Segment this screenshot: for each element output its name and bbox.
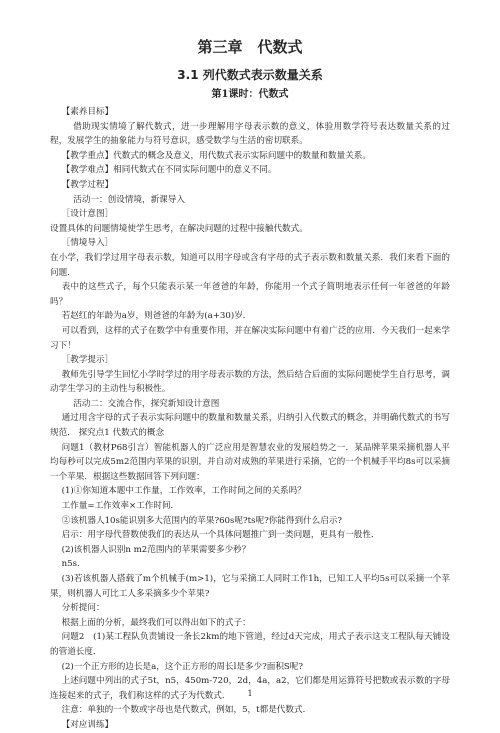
activity-two: 活动二：交流合作，探究新知设计意图 (73, 398, 220, 409)
heading-practice: 【对应训练】 (61, 719, 114, 730)
paragraph-scenario-4: 可以看到，这样的式子在数学中有重要作用，并在解决实际问题中有着广泛的应用．今天我们一起来学习下！ (50, 325, 450, 351)
activity-one: 活动一：创设情境，新课导入 (73, 194, 185, 205)
problem-2-q2: (2)一个正方形的边长是a，这个正方形的周长l是多少?面积S呢? (61, 661, 304, 672)
paragraph-scenario-3: 若赵红的年龄为a岁，则爸爸的年龄为(a+30)岁． (61, 311, 252, 322)
paragraph-design-intent: 设置具体的问题情境使学生思考，在解决问题的过程中接触代数式。 (50, 223, 308, 234)
document-body (50, 105, 450, 733)
problem-1-q1-part2: ②该机器人10s能识别多大范围内的苹果?60s呢?ts呢?你能得到什么启示? (61, 515, 343, 526)
heading-objectives: 【素养目标】 (61, 107, 114, 117)
note-paragraph: 注意：单独的一个数或字母也是代数式，例如，5，t都是代数式． (61, 705, 312, 716)
heading-difficulties: 【教学难点】相同代数式在不同实际问题中的意义不同。 (61, 165, 277, 176)
scenario-intro-label: ［情境导入］ (61, 238, 114, 249)
paragraph-scenario-2: 表中的这些式子，每个只能表示某一年爸爸的年龄，你能用一个式子简明地表示任何一年爸爸的年龄吗？ (50, 282, 450, 307)
problem-1-q1: (1)①你知道本题中工作量，工作效率，工作时间之间的关系吗？ (61, 486, 306, 497)
problem-1-insight: 启示：用字母代替数使我们的表达从一个具体问题推广到一类问题，更具有一般性． (61, 530, 380, 541)
problem-1: 问题1（教材P68引言）智能机器人的广泛应用是智慧农业的发展趋势之一．某品牌苹果采摘机器人平均每秒可以完成5m2范围内苹果的识别，并自动对成熟的苹果进行采摘，它的一个机械手平均8s可以采摘一个苹果．根据这些数据回答下列问题： (50, 442, 450, 482)
paragraph-activity-two: 通过用含字母的式子表示实际问题中的数量和数量关系，归纳引入代数式的概念，并明确代数式的书写规范． 探究点1 代数式的概念 (50, 413, 450, 439)
analysis-conclusion: 根据上面的分析，最终我们可以得出如下的式子： (61, 617, 251, 628)
chapter-title: 第三章 代数式 (197, 38, 303, 56)
heading-key-points: 【教学重点】代数式的概念及意义，用代数式表示实际问题中的数量和数量关系。 (61, 150, 371, 161)
paragraph-teaching-tip: 教师先引导学生回忆小学时学过的用字母表示数的方法，然后结合后面的实际问题使学生自行思考，调动学生学习的主动性与积极性。 (50, 369, 450, 395)
section-title: 3.1 列代数式表示数量关系 (177, 68, 323, 82)
heading-process: 【教学过程】 (61, 179, 114, 190)
design-intent-label: ［设计意图］ (61, 209, 114, 220)
problem-1-a1: 工作量=工作效率×工作时间． (61, 501, 180, 512)
problem-1-q3: (3)若该机器人搭载了m个机械手(m>1)，它与采摘工人同时工作1h，已知工人平均5s可以采摘一个苹果，则机器人可比工人多采摘多少个苹果? (50, 574, 450, 599)
paragraph-objectives: 借助现实情境了解代数式，进一步理解用字母表示数的意义，体验用数学符号表达数量关系的过程，发展学生的抽象能力与符号意识，感受数学与生活的密切联系。 (50, 121, 450, 147)
teaching-tip-label: ［教学提示］ (61, 355, 114, 366)
problem-1-q2: (2)该机器人识别n m2范围内的苹果需要多少秒？ (61, 544, 251, 555)
definition-paragraph: 上述问题中列出的式子5t，n5，450m-720，2d，4a，a2，它们都是用运算符号把数或表示数的字母连接起来的式子，我们称这样的式子为代数式． (50, 676, 450, 701)
analysis-question: 分析提问： (61, 603, 105, 614)
problem-1-a2: n5s. (61, 559, 80, 570)
page-number: 1 (247, 689, 253, 698)
lesson-title: 第1课时：代数式 (211, 89, 289, 100)
problem-2-q1: 问题2 (1)某工程队负责铺设一条长2km的地下管道，经过d天完成，用式子表示这支工程队每天铺设的管道长度． (50, 632, 450, 657)
paragraph-scenario-1: 在小学，我们学过用字母表示数，知道可以用字母或含有字母的式子表示数和数量关系．我们来看下面的问题． (50, 252, 450, 278)
